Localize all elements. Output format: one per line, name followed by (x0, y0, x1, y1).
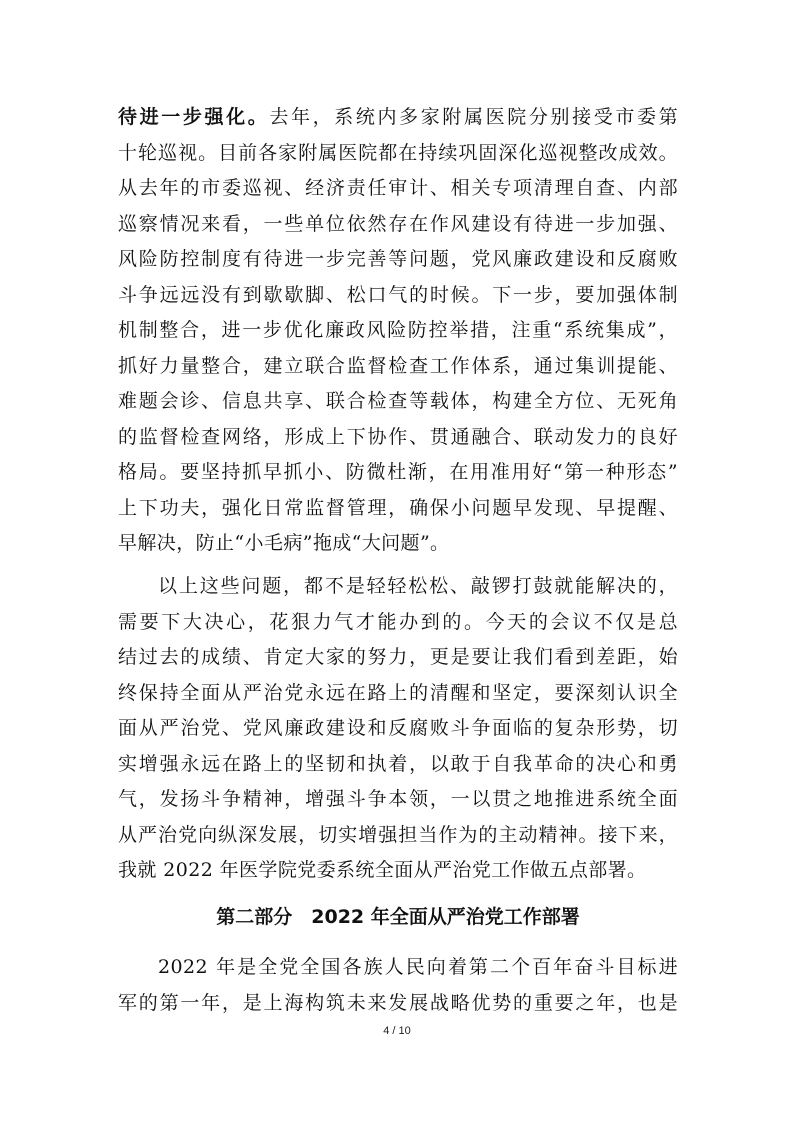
paragraph-2-line: 实增强永远在路上的坚韧和执着，以敢于自我革命的决心和勇 (118, 752, 678, 775)
paragraph-2 (118, 569, 678, 889)
paragraph-3 (118, 950, 678, 1021)
paragraph-2-line: 气，发扬斗争精神，增强斗争本领，一以贯之地推进系统全面 (118, 788, 678, 810)
paragraph-2-line: 从严治党向纵深发展，切实增强担当作为的主动精神。接下来， (118, 823, 678, 846)
paragraph-1-line: 从去年的市委巡视、经济责任审计、相关专项清理自查、内部 (118, 177, 678, 199)
paragraph-1-line: 斗争远远没有到歇歇脚、松口气的时候。下一步，要加强体制 (118, 283, 678, 306)
paragraph-1-line: 抓好力量整合，建立联合监督检查工作体系，通过集训提能、 (118, 354, 678, 377)
paragraph-1-line: 的监督检查网络，形成上下协作、贯通融合、联动发力的良好 (118, 425, 678, 448)
paragraph-1-line: 巡察情况来看，一些单位依然存在作风建设有待进一步加强、 (118, 212, 678, 235)
paragraph-3-line: 2022 年是全党全国各族人民向着第二个百年奋斗目标进 (158, 956, 678, 978)
paragraph-2-line: 我就 2022 年医学院党委系统全面从严治党工作做五点部署。 (118, 859, 647, 881)
paragraph-1 (118, 100, 678, 562)
paragraph-1-line: 难题会诊、信息共享、联合检查等载体，构建全方位、无死角 (118, 390, 678, 412)
first-line-text: 去年，系统内多家附属医院分别接受市委第 (269, 106, 678, 128)
paragraph-1-line: 十轮巡视。目前各家附属医院都在持续巩固深化巡视整改成效。 (118, 141, 678, 164)
section-heading: 第二部分 2022 年全面从严治党工作部署 (216, 906, 580, 928)
page-number: 4 / 10 (383, 1025, 411, 1037)
paragraph-2-line: 需要下大决心，花狠力气才能办到的。今天的会议不仅是总 (118, 610, 678, 633)
paragraph-2-line: 结过去的成绩、肯定大家的努力，更是要让我们看到差距，始 (118, 646, 678, 668)
bold-lead-text: 待进一步强化。 (118, 106, 270, 128)
paragraph-1-line: 风险防控制度有待进一步完善等问题，党风廉政建设和反腐败 (118, 248, 678, 270)
paragraph-2-line: 以上这些问题，都不是轻轻松松、敲锣打鼓就能解决的， (158, 575, 678, 597)
paragraph-1-line: 上下功夫，强化日常监督管理，确保小问题早发现、早提醒、 (118, 496, 678, 519)
paragraph-1-line-0 (118, 100, 678, 136)
paragraph-1-line: 早解决，防止“小毛病”拖成“大问题”。 (118, 532, 450, 554)
paragraph-2-line: 面从严治党、党风廉政建设和反腐败斗争面临的复杂形势，切 (118, 717, 678, 739)
paragraph-2-line: 终保持全面从严治党永远在路上的清醒和坚定，要深刻认识全 (118, 681, 678, 704)
paragraph-1-line: 格局。要坚持抓早抓小、防微杜渐，在用准用好“第一种形态” (118, 461, 678, 483)
paragraph-3-line: 军的第一年，是上海构筑未来发展战略优势的重要之年，也是 (118, 991, 678, 1014)
paragraph-1-line: 机制整合，进一步优化廉政风险防控举措，注重“系统集成”， (118, 319, 678, 341)
